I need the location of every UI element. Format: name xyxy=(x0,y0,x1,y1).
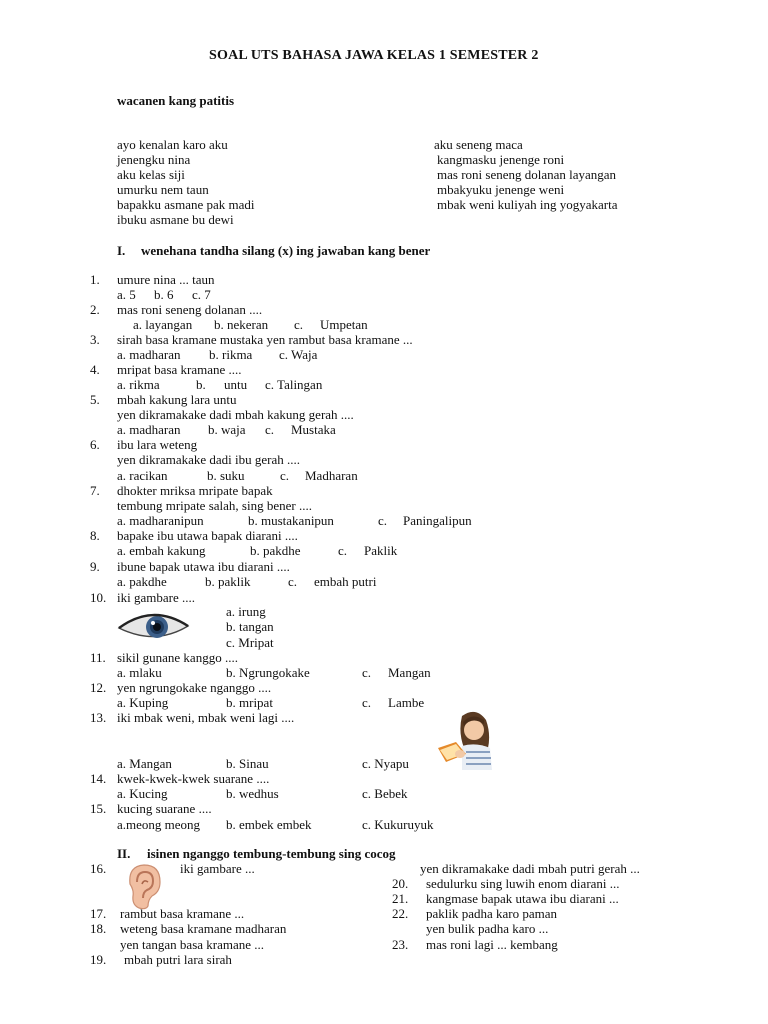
question-text-2: yen dikramakake dadi ibu gerah .... xyxy=(117,452,301,467)
question-text: yen dikramakake dadi mbah putri gerah ... xyxy=(420,861,640,876)
option-b-text: untu xyxy=(224,377,248,392)
question-text: kwek-kwek-kwek suarane .... xyxy=(117,771,270,786)
question-number: 18. xyxy=(90,921,107,936)
question-text: bapake ibu utawa bapak diarani .... xyxy=(117,528,298,543)
question-number: 6. xyxy=(90,437,100,452)
option-a: a. rikma xyxy=(117,377,160,392)
section-number: I. xyxy=(117,243,126,258)
option-a: a. Kuping xyxy=(117,695,169,710)
question-text: yen ngrungokake nganggo .... xyxy=(117,680,272,695)
question-text: kucing suarane .... xyxy=(117,801,212,816)
option-a: a. racikan xyxy=(117,468,168,483)
section-number: II. xyxy=(117,846,131,861)
eye-illustration xyxy=(117,609,190,644)
option-a: a. madharan xyxy=(117,347,181,362)
question-text: sedulurku sing luwih enom diarani ... xyxy=(426,876,620,891)
question-text: paklik padha karo paman xyxy=(426,906,558,921)
option-c-text: Paklik xyxy=(364,543,398,558)
option-c: c. xyxy=(280,468,290,483)
option-a: a. layangan xyxy=(133,317,193,332)
question-number: 7. xyxy=(90,483,100,498)
reading-line: kangmasku jenenge roni xyxy=(437,152,565,167)
question-number: 2. xyxy=(90,302,100,317)
question-number: 1. xyxy=(90,272,100,287)
question-text: iki gambare .... xyxy=(117,590,195,605)
question-text: mbah kakung lara untu xyxy=(117,392,237,407)
question-text: umure nina ... taun xyxy=(117,272,215,287)
option-b: b. nekeran xyxy=(214,317,269,332)
option-a: a. mlaku xyxy=(117,665,162,680)
question-number: 22. xyxy=(392,906,409,921)
reading-line: mbakyuku jenenge weni xyxy=(437,182,565,197)
option-b: b. mustakanipun xyxy=(248,513,334,528)
option-c: c. xyxy=(362,695,372,710)
question-number: 11. xyxy=(90,650,106,665)
section-heading: wenehana tandha silang (x) ing jawaban kang bener xyxy=(141,243,431,258)
option-c: c. xyxy=(294,317,304,332)
option-a: a. Mangan xyxy=(117,756,172,771)
question-text: mbah putri lara sirah xyxy=(124,952,232,967)
option-b: b. Ngrungokake xyxy=(226,665,310,680)
option-b: b. rikma xyxy=(209,347,253,362)
question-text: iki gambare ... xyxy=(180,861,255,876)
question-text: mas roni seneng dolanan .... xyxy=(117,302,263,317)
option-a: a. embah kakung xyxy=(117,543,206,558)
question-text-2: tembung mripate salah, sing bener .... xyxy=(117,498,312,513)
question-number: 8. xyxy=(90,528,100,543)
option-c: c. xyxy=(338,543,348,558)
page-title: SOAL UTS BAHASA JAWA KELAS 1 SEMESTER 2 xyxy=(209,48,539,63)
reading-heading: wacanen kang patitis xyxy=(117,93,235,108)
question-number: 17. xyxy=(90,906,107,921)
option-b: b. pakdhe xyxy=(250,543,301,558)
option-c-text: Mustaka xyxy=(291,422,336,437)
reading-line: ibuku asmane bu dewi xyxy=(117,212,234,227)
question-text: sikil gunane kanggo .... xyxy=(117,650,238,665)
option-a: a. madharanipun xyxy=(117,513,204,528)
option-a: a. irung xyxy=(226,604,266,619)
option-c-text: Lambe xyxy=(388,695,425,710)
option-a: a. 5 xyxy=(117,287,136,302)
option-b: b. waja xyxy=(208,422,246,437)
option-c-text: Umpetan xyxy=(320,317,368,332)
option-c: c. Talingan xyxy=(265,377,323,392)
reading-line: bapakku asmane pak madi xyxy=(117,197,255,212)
option-c: c. Bebek xyxy=(362,786,408,801)
question-number: 10. xyxy=(90,590,107,605)
question-number: 14. xyxy=(90,771,107,786)
question-number: 21. xyxy=(392,891,409,906)
option-c-text: Mangan xyxy=(388,665,431,680)
option-a: a.meong meong xyxy=(117,817,201,832)
question-number: 19. xyxy=(90,952,107,967)
question-text: sirah basa kramane mustaka yen rambut basa kramane ... xyxy=(117,332,413,347)
option-c: c. Mripat xyxy=(226,635,274,650)
question-text-2: yen dikramakake dadi mbah kakung gerah .... xyxy=(117,407,354,422)
question-text: rambut basa kramane ... xyxy=(120,906,245,921)
option-b: b. Sinau xyxy=(226,756,269,771)
question-text: mas roni lagi ... kembang xyxy=(426,937,558,952)
reading-line: jenengku nina xyxy=(117,152,191,167)
reading-line: aku seneng maca xyxy=(434,137,523,152)
question-text: weteng basa kramane madharan xyxy=(120,921,287,936)
question-text: iki mbak weni, mbak weni lagi .... xyxy=(117,710,295,725)
ear-illustration xyxy=(122,862,164,910)
question-number: 20. xyxy=(392,876,409,891)
question-number: 13. xyxy=(90,710,107,725)
option-c-text: Madharan xyxy=(305,468,358,483)
option-b: b. suku xyxy=(207,468,245,483)
question-number: 9. xyxy=(90,559,100,574)
question-number: 4. xyxy=(90,362,100,377)
question-text: mripat basa kramane .... xyxy=(117,362,242,377)
girl-reading-illustration xyxy=(436,708,494,770)
question-text: dhokter mriksa mripate bapak xyxy=(117,483,273,498)
question-number: 23. xyxy=(392,937,409,952)
question-text: ibune bapak utawa ibu diarani .... xyxy=(117,559,290,574)
option-a: a. Kucing xyxy=(117,786,168,801)
option-b: b. xyxy=(196,377,206,392)
question-text: kangmase bapak utawa ibu diarani ... xyxy=(426,891,619,906)
question-number: 12. xyxy=(90,680,107,695)
question-text: ibu lara weteng xyxy=(117,437,198,452)
option-c: c. xyxy=(265,422,275,437)
option-c: c. xyxy=(378,513,388,528)
question-number: 5. xyxy=(90,392,100,407)
option-b: b. wedhus xyxy=(226,786,279,801)
option-a: a. madharan xyxy=(117,422,181,437)
option-c-text: embah putri xyxy=(314,574,377,589)
reading-line: ayo kenalan karo aku xyxy=(117,137,228,152)
option-c: c. Kukuruyuk xyxy=(362,817,434,832)
question-number: 15. xyxy=(90,801,107,816)
option-c: c. xyxy=(362,665,372,680)
question-text-2: yen bulik padha karo ... xyxy=(426,921,549,936)
question-number: 3. xyxy=(90,332,100,347)
question-text-2: yen tangan basa kramane ... xyxy=(120,937,265,952)
section-heading: isinen nganggo tembung-tembung sing cocog xyxy=(147,846,396,861)
option-b: b. embek embek xyxy=(226,817,312,832)
reading-line: aku kelas siji xyxy=(117,167,185,182)
option-c-text: Paningalipun xyxy=(403,513,472,528)
question-number: 16. xyxy=(90,861,107,876)
reading-line: mas roni seneng dolanan layangan xyxy=(437,167,617,182)
option-c: c. Waja xyxy=(279,347,318,362)
reading-line: mbak weni kuliyah ing yogyakarta xyxy=(437,197,618,212)
option-a: a. pakdhe xyxy=(117,574,167,589)
option-b: b. 6 xyxy=(154,287,174,302)
option-c: c. 7 xyxy=(192,287,211,302)
reading-line: umurku nem taun xyxy=(117,182,209,197)
option-c: c. xyxy=(288,574,298,589)
option-b: b. tangan xyxy=(226,619,274,634)
option-b: b. paklik xyxy=(205,574,251,589)
option-c: c. Nyapu xyxy=(362,756,409,771)
option-b: b. mripat xyxy=(226,695,273,710)
